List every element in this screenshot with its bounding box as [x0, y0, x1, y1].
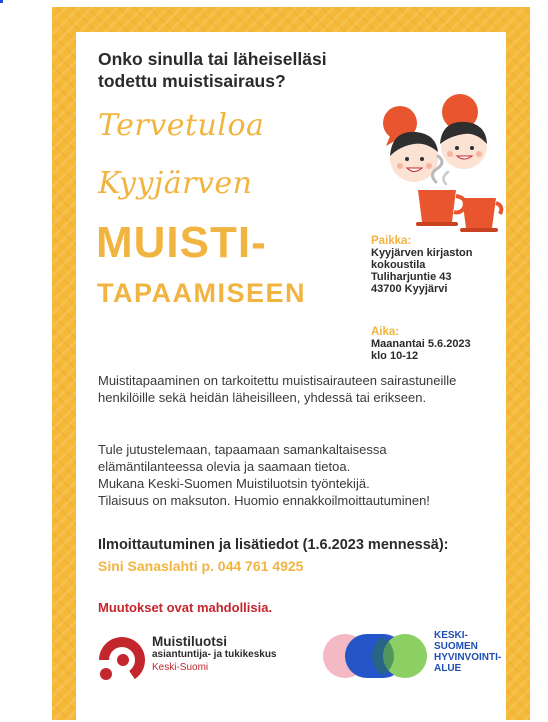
details-line-3: Mukana Keski-Suomen Muistiluotsin työntekijä.: [98, 476, 370, 491]
welcome-line-1: Tervetuloa: [98, 108, 265, 143]
title-tapaamiseen: TAPAAMISEEN: [97, 278, 307, 308]
poster-content: [76, 32, 506, 722]
place-line-1: Kyyjärven kirjaston: [371, 247, 473, 259]
time-label: Aika:: [371, 326, 400, 338]
details-line-2: elämäntilanteessa olevia ja saamaan tietoa.: [98, 459, 351, 474]
details-paragraph: [98, 441, 508, 509]
title-muisti: MUISTI-: [96, 218, 267, 267]
time-line-2: klo 10-12: [371, 350, 419, 362]
hyvinvointialue-line-4: ALUE: [434, 663, 462, 674]
muistiluotsi-logo: [96, 632, 286, 682]
hyvinvointialue-line-3: HYVINVOINTI-: [434, 652, 502, 663]
place-info: [371, 235, 511, 295]
changes-note: Muutokset ovat mahdollisia.: [98, 600, 273, 615]
coffee-cup-left-icon: [418, 190, 456, 222]
place-line-2: kokoustila: [371, 259, 426, 271]
poster-frame: [52, 7, 530, 720]
muistiluotsi-name: Muistiluotsi: [152, 634, 227, 649]
details-line-1: Tule jutustelemaan, tapaamaan samankaltaisessa: [98, 442, 387, 457]
registration-title: Ilmoittautuminen ja lisätiedot (1.6.2023 mennessä):: [98, 537, 449, 553]
muistiluotsi-region: Keski-Suomi: [152, 662, 209, 673]
hyvinvointialue-circles-icon: [321, 632, 431, 680]
muistiluotsi-emblem-icon: [96, 634, 148, 682]
hyvinvointialue-line-2: SUOMEN: [434, 641, 478, 652]
place-line-3: Tuliharjuntie 43: [371, 271, 452, 283]
coffee-cup-right-icon: [462, 198, 496, 228]
time-info: [371, 326, 511, 362]
hyvinvointialue-logo: [321, 630, 511, 682]
intro-paragraph: Muistitapaaminen on tarkoitettu muistisairauteen sairastuneille henkilöille sekä heidän läheisilleen, yhdessä tai erikseen.: [98, 373, 457, 405]
place-label: Paikka:: [371, 235, 412, 247]
corner-marker: [0, 0, 3, 3]
registration-contact: Sini Sanaslahti p. 044 761 4925: [98, 558, 304, 574]
details-line-4: Tilaisuus on maksuton. Huomio ennakkoilmoittautuminen!: [98, 493, 430, 508]
hyvinvointialue-text: [434, 630, 514, 674]
place-line-4: 43700 Kyyjärvi: [371, 283, 448, 295]
muistiluotsi-sub: asiantuntija- ja tukikeskus: [152, 649, 277, 660]
hyvinvointialue-line-1: KESKI-: [434, 630, 468, 641]
welcome-line-2: Kyyjärven: [98, 166, 253, 201]
time-line-1: Maanantai 5.6.2023: [371, 338, 471, 350]
people-chatting-coffee-illustration: [376, 90, 504, 240]
muistiluotsi-text: [152, 634, 277, 675]
headline: Onko sinulla tai läheiselläsi todettu muistisairaus?: [98, 49, 327, 91]
